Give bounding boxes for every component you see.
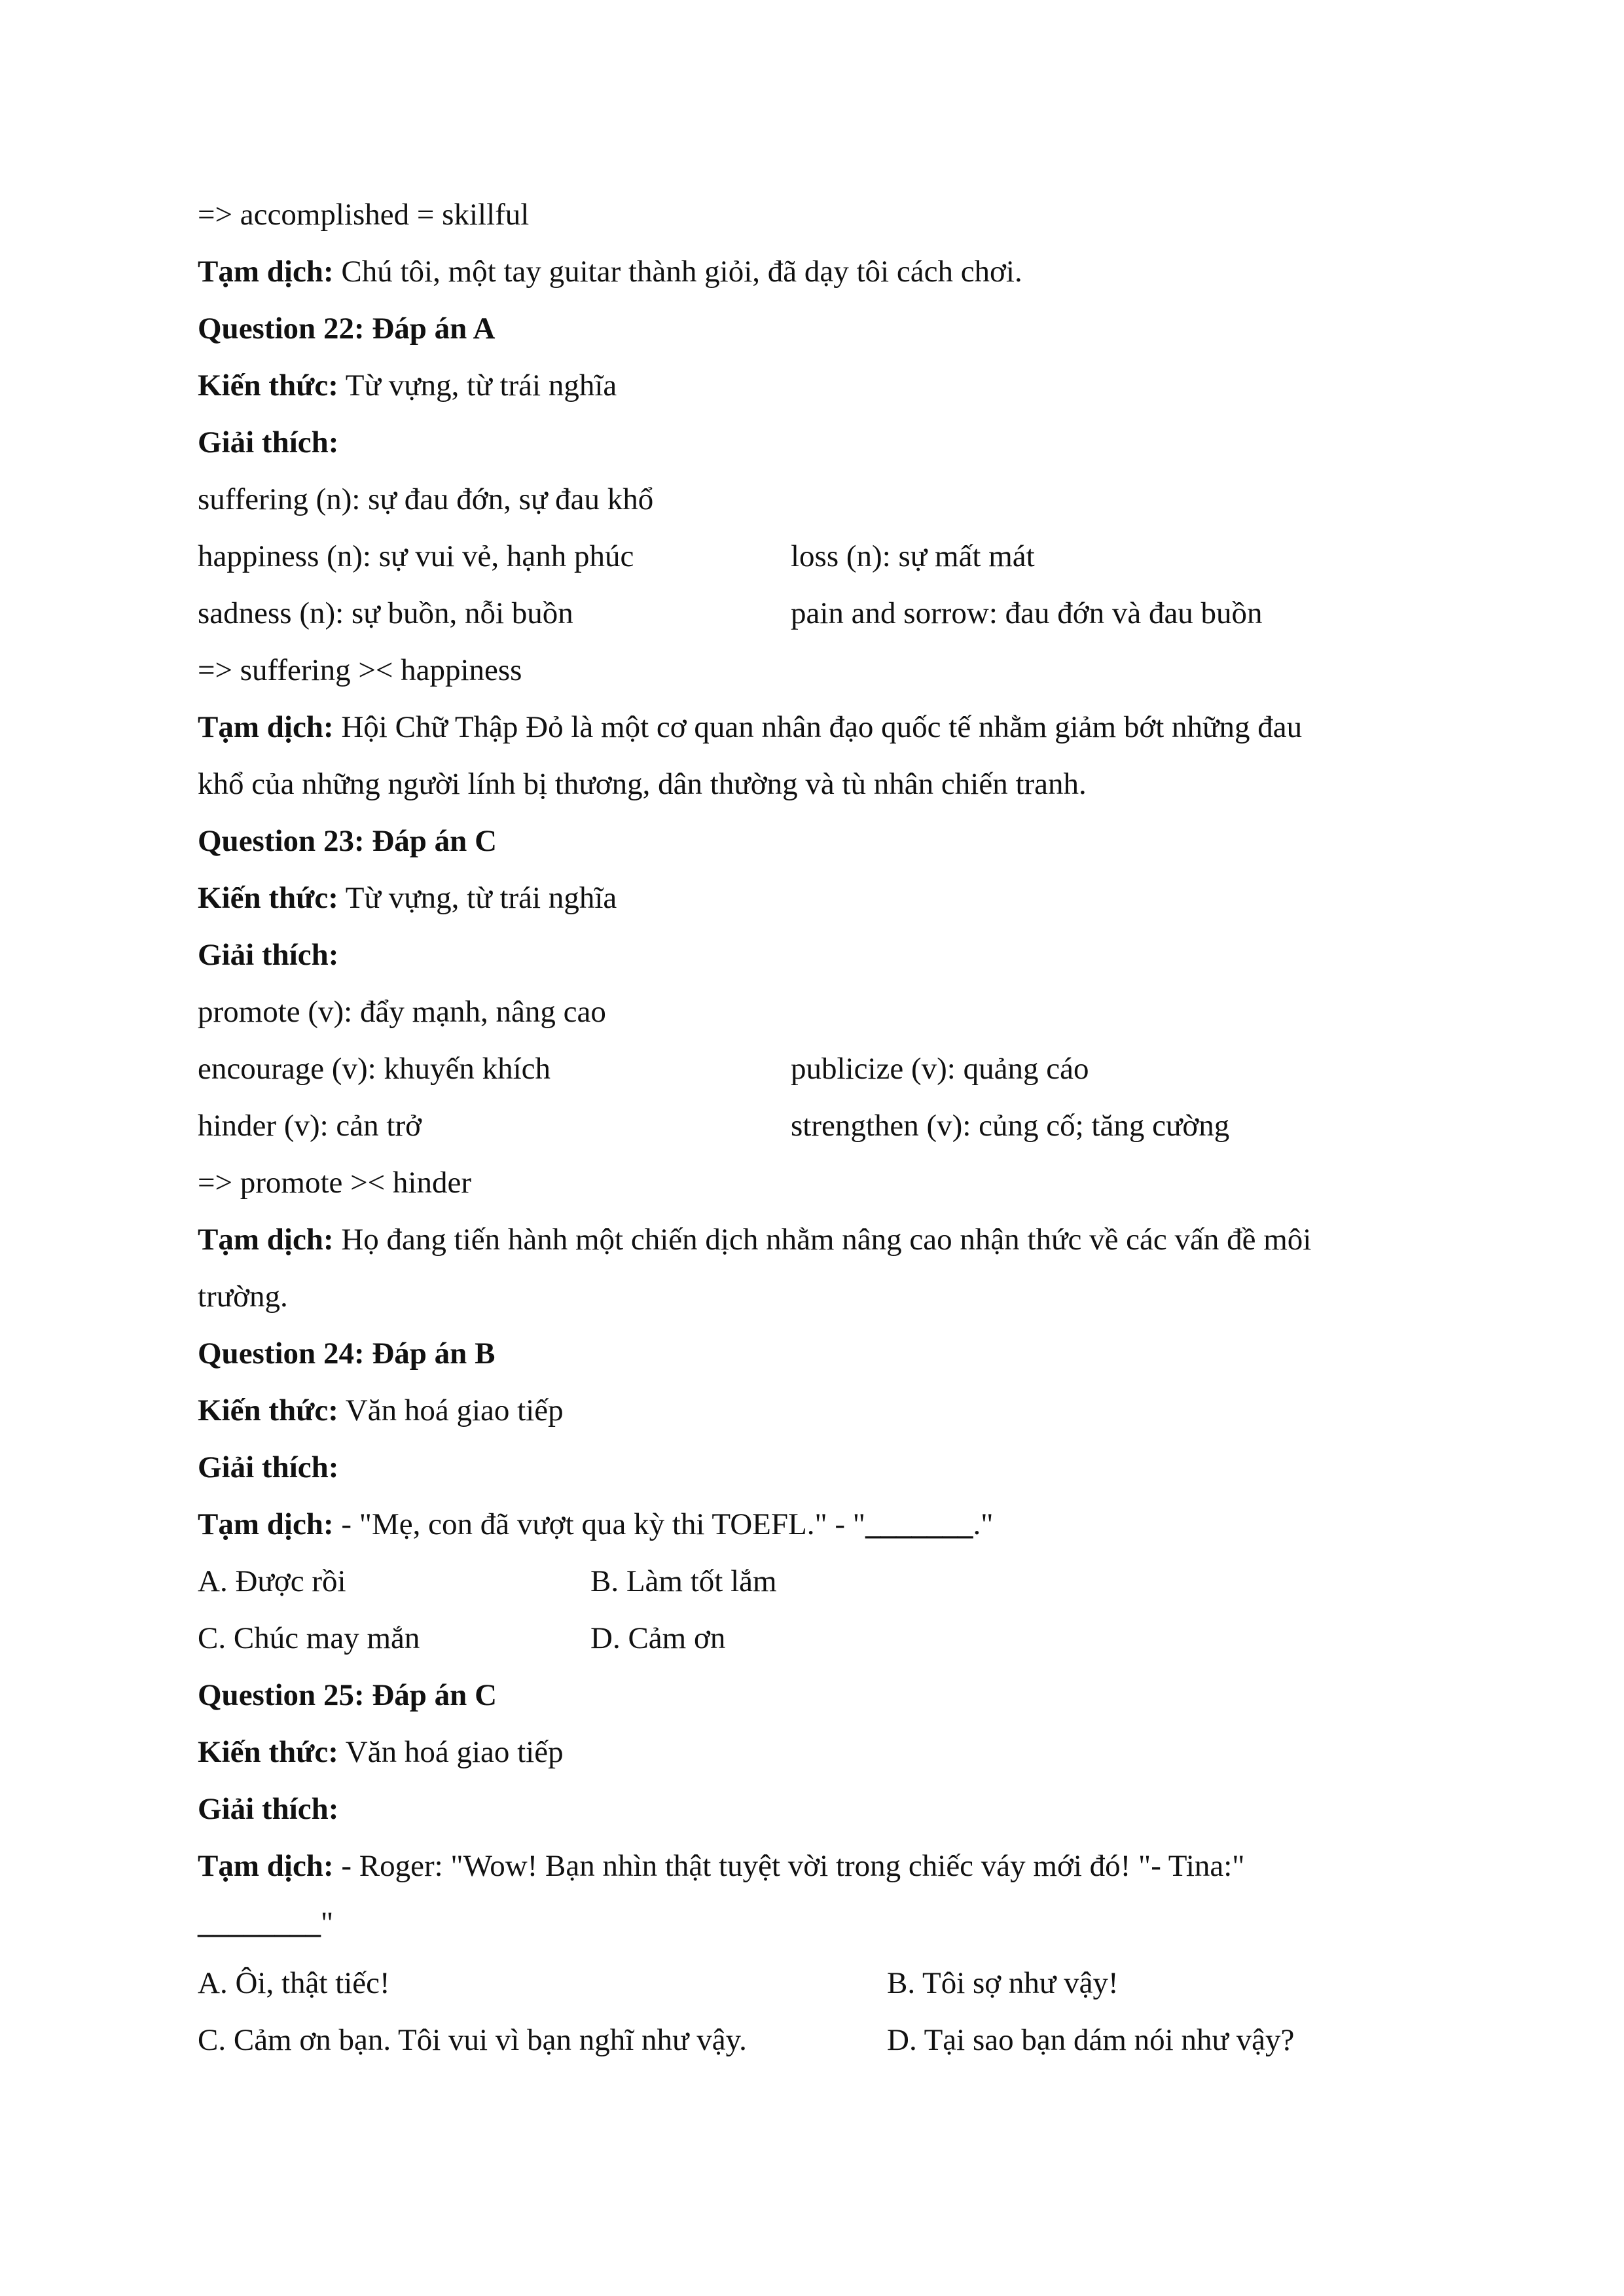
- q22-options-row-1: [198, 537, 1441, 576]
- conclusion-text: => accomplished = skillful: [198, 198, 530, 232]
- q22-translation-text-1: Hội Chữ Thập Đỏ là một cơ quan nhân đạo quốc tế nhằm giảm bớt những đau: [333, 710, 1303, 744]
- q23-option-a: encourage (v): khuyến khích: [198, 1052, 550, 1086]
- q23-result-text: => promote >< hinder: [198, 1166, 471, 1200]
- q25-options-row-2: [198, 2020, 1441, 2060]
- q24-option-d: D. Cảm ơn: [590, 1621, 726, 1655]
- q22-explanation-label-text: Giải thích:: [198, 425, 339, 459]
- q25-translation-text: - Roger: "Wow! Bạn nhìn thật tuyệt vời trong chiếc váy mới đó! "- Tina:": [333, 1849, 1245, 1883]
- q22-translation-1: [198, 708, 1302, 747]
- q24-option-a: A. Được rồi: [198, 1564, 346, 1598]
- q23-options-row-2: [198, 1106, 1441, 1145]
- q22-result: [198, 651, 522, 690]
- q25-translation-1: [198, 1846, 1244, 1886]
- q25-knowledge-text: Văn hoá giao tiếp: [338, 1735, 564, 1769]
- q23-option-b: publicize (v): quảng cáo: [791, 1052, 1089, 1086]
- q24-translation-text: - "Mẹ, con đã vượt qua kỳ thi TOEFL." - ": [333, 1507, 865, 1541]
- q24-explanation-label: [198, 1448, 338, 1487]
- q25-option-a: A. Ôi, thật tiếc!: [198, 1966, 390, 2000]
- q22-option-d: pain and sorrow: đau đớn và đau buồn: [791, 596, 1263, 630]
- q25-option-c: C. Cảm ơn bạn. Tôi vui vì bạn nghĩ như vậy.: [198, 2023, 747, 2057]
- conclusion-line: [198, 195, 529, 234]
- q24-translation: [198, 1505, 993, 1544]
- q25-answer-blank: ________: [198, 1906, 321, 1940]
- q23-option-d: strengthen (v): củng cố; tăng cường: [791, 1109, 1230, 1143]
- q23-knowledge-label: Kiến thức:: [198, 881, 338, 915]
- q23-options-row-1: [198, 1049, 1441, 1088]
- q23-knowledge: [198, 878, 617, 918]
- q23-translation-text-2: trường.: [198, 1280, 288, 1314]
- q24-explanation-label-text: Giải thích:: [198, 1450, 339, 1484]
- q22-options-row-2: [198, 594, 1441, 633]
- q24-title-text: Question 24: Đáp án B: [198, 1336, 496, 1371]
- q22-definition-text: suffering (n): sự đau đớn, sự đau khổ: [198, 482, 654, 516]
- q23-translation-text-1: Họ đang tiến hành một chiến dịch nhằm nâng cao nhận thức về các vấn đề môi: [333, 1223, 1312, 1257]
- q22-translation-2: [198, 764, 1087, 804]
- q23-result: [198, 1163, 471, 1202]
- q23-translation-label: Tạm dịch:: [198, 1223, 334, 1257]
- q25-knowledge: [198, 1732, 564, 1772]
- translation-label: Tạm dịch:: [198, 255, 334, 289]
- q24-answer-blank: _______: [865, 1507, 973, 1541]
- q22-explanation-label: [198, 423, 338, 462]
- q25-option-d: D. Tại sao bạn dám nói như vậy?: [887, 2023, 1295, 2057]
- q22-knowledge-label: Kiến thức:: [198, 368, 338, 403]
- q22-option-b: loss (n): sự mất mát: [791, 539, 1035, 573]
- q22-knowledge: [198, 366, 617, 405]
- q22-title: [198, 309, 495, 348]
- q25-explanation-label: [198, 1789, 338, 1829]
- q22-option-a: happiness (n): sự vui vẻ, hạnh phúc: [198, 539, 634, 573]
- q22-translation-label: Tạm dịch:: [198, 710, 334, 744]
- q23-title-text: Question 23: Đáp án C: [198, 824, 497, 858]
- q22-result-text: => suffering >< happiness: [198, 653, 522, 687]
- q23-definition-text: promote (v): đẩy mạnh, nâng cao: [198, 995, 606, 1029]
- q25-title: [198, 1676, 497, 1715]
- q25-translation-2: [198, 1903, 333, 1943]
- translation-line: [198, 252, 1022, 291]
- translation-text: Chú tôi, một tay guitar thành giỏi, đã dạy tôi cách chơi.: [333, 255, 1022, 289]
- q22-knowledge-text: Từ vựng, từ trái nghĩa: [338, 368, 617, 403]
- q23-option-c: hinder (v): cản trở: [198, 1109, 422, 1143]
- q24-translation-end: .": [973, 1507, 994, 1541]
- q22-definition: [198, 480, 653, 519]
- q24-option-c: C. Chúc may mắn: [198, 1621, 420, 1655]
- q25-options-row-1: [198, 1964, 1441, 2003]
- q22-option-c: sadness (n): sự buồn, nỗi buồn: [198, 596, 573, 630]
- q25-title-text: Question 25: Đáp án C: [198, 1678, 497, 1712]
- q25-explanation-label-text: Giải thích:: [198, 1792, 339, 1826]
- q23-title: [198, 821, 497, 861]
- q24-knowledge: [198, 1391, 564, 1430]
- q23-explanation-label: [198, 935, 338, 975]
- q25-knowledge-label: Kiến thức:: [198, 1735, 338, 1769]
- q23-translation-1: [198, 1220, 1311, 1259]
- q24-options-row-2: [198, 1619, 983, 1658]
- q24-knowledge-label: Kiến thức:: [198, 1393, 338, 1427]
- q22-title-text: Question 22: Đáp án A: [198, 312, 496, 346]
- q24-options-row-1: [198, 1562, 983, 1601]
- q25-option-b: B. Tôi sợ như vậy!: [887, 1966, 1119, 2000]
- q23-knowledge-text: Từ vựng, từ trái nghĩa: [338, 881, 617, 915]
- q23-translation-2: [198, 1277, 288, 1316]
- q22-translation-text-2: khổ của những người lính bị thương, dân thường và tù nhân chiến tranh.: [198, 767, 1087, 801]
- q25-translation-label: Tạm dịch:: [198, 1849, 334, 1883]
- q24-title: [198, 1334, 495, 1373]
- q23-definition: [198, 992, 606, 1031]
- q24-translation-label: Tạm dịch:: [198, 1507, 334, 1541]
- q23-explanation-label-text: Giải thích:: [198, 938, 339, 972]
- q24-option-b: B. Làm tốt lắm: [590, 1564, 777, 1598]
- q24-knowledge-text: Văn hoá giao tiếp: [338, 1393, 564, 1427]
- q25-translation-end: ": [321, 1906, 334, 1940]
